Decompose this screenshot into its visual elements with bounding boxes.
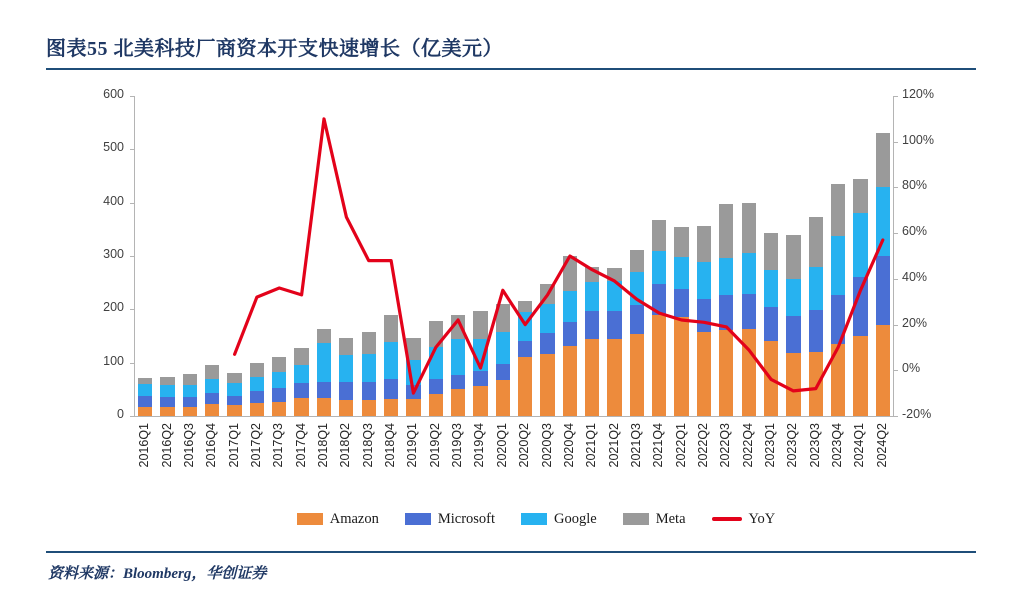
y2-axis-tick-label: -20%	[902, 407, 932, 421]
x-axis-tick-label: 2020Q4	[561, 423, 576, 468]
y2-axis-tick-label: 120%	[902, 87, 934, 101]
x-axis-tick-label: 2019Q4	[472, 423, 487, 468]
x-axis-tick-label: 2019Q3	[450, 423, 465, 468]
x-axis-tick-label: 2022Q1	[673, 423, 688, 468]
x-axis-tick-label: 2023Q4	[830, 423, 845, 468]
y-axis-tick-label: 200	[103, 300, 124, 315]
y2-axis-tick-mark	[894, 142, 898, 143]
y2-axis-tick-mark	[894, 370, 898, 371]
x-axis-tick-label: 2019Q2	[427, 423, 442, 468]
y-axis-tick-label: 600	[103, 87, 124, 101]
y-axis-tick-label: 500	[103, 140, 124, 155]
x-axis-tick-label: 2020Q3	[539, 423, 554, 468]
x-axis-tick-label: 2022Q3	[718, 423, 733, 468]
x-axis-tick-label: 2020Q2	[517, 423, 532, 468]
y-axis-tick-label: 100	[103, 353, 124, 368]
y2-axis-tick-mark	[894, 187, 898, 188]
y2-axis-tick-label: 40%	[902, 269, 928, 284]
x-axis-tick-label: 2019Q1	[405, 423, 420, 468]
y2-axis-tick-mark	[894, 233, 898, 234]
x-axis-tick-label: 2016Q3	[181, 423, 196, 468]
source-note: 资料来源：Bloomberg，华创证券	[48, 566, 267, 582]
x-axis-tick-label: 2022Q4	[740, 423, 755, 468]
legend-item[interactable]	[623, 511, 686, 528]
x-axis-tick-label: 2018Q4	[383, 423, 398, 468]
x-axis-tick-label: 2016Q4	[204, 423, 219, 468]
x-axis	[134, 416, 894, 417]
legend-color-swatch	[521, 513, 547, 525]
x-axis-tick-label: 2024Q1	[852, 423, 867, 468]
y2-axis-tick-label: 80%	[902, 178, 928, 193]
legend-label: Meta	[655, 510, 686, 527]
chart-container	[46, 82, 976, 542]
x-axis-tick-label: 2017Q1	[226, 423, 241, 468]
y-axis-tick-mark	[130, 416, 134, 417]
legend-color-swatch	[297, 513, 323, 525]
x-axis-tick-label: 2021Q1	[584, 423, 599, 468]
title-divider	[46, 68, 976, 70]
y2-axis-tick-mark	[894, 279, 898, 280]
legend-item[interactable]	[297, 511, 379, 528]
chart-legend	[236, 506, 836, 532]
y2-axis-tick-label: 100%	[902, 132, 934, 147]
x-axis-tick-label: 2024Q2	[874, 423, 889, 468]
y-axis-tick-label: 300	[103, 247, 124, 261]
plot-area	[103, 87, 934, 468]
legend-color-swatch	[623, 513, 649, 525]
x-axis-tick-label: 2021Q3	[628, 423, 643, 468]
legend-item[interactable]	[712, 511, 776, 528]
x-axis-tick-label: 2016Q2	[159, 423, 174, 468]
x-axis-tick-label: 2021Q4	[651, 423, 666, 468]
x-axis-tick-label: 2022Q2	[696, 423, 710, 468]
x-axis-tick-label: 2016Q1	[137, 423, 152, 468]
legend-item[interactable]	[521, 511, 597, 528]
x-axis-tick-label: 2021Q2	[606, 423, 621, 468]
x-axis-tick-label: 2017Q4	[293, 423, 308, 468]
x-axis-tick-label: 2018Q3	[360, 423, 375, 468]
x-axis-tick-label: 2018Q1	[316, 423, 330, 468]
title-block	[46, 32, 976, 76]
x-axis-tick-label: 2017Q3	[271, 423, 286, 468]
y2-axis-tick-mark	[894, 416, 898, 417]
legend-line-marker	[712, 517, 742, 521]
legend-label: YoY	[748, 510, 776, 527]
y2-axis-tick-label: 60%	[902, 224, 928, 239]
legend-label: Microsoft	[437, 510, 496, 527]
y2-axis-tick-label: 20%	[902, 315, 928, 330]
legend-item[interactable]	[405, 511, 495, 528]
x-axis-tick-label: 2023Q1	[763, 423, 778, 468]
x-axis-tick-label: 2020Q1	[494, 423, 509, 468]
y-axis-tick-label: 0	[117, 407, 124, 421]
y-axis-tick-label: 400	[103, 193, 124, 208]
x-axis-tick-label: 2023Q2	[785, 423, 800, 468]
page-title: 图表55 北美科技厂商资本开支快速增长（亿美元）	[46, 38, 503, 60]
footer-divider	[46, 551, 976, 553]
y2-axis-tick-mark	[894, 96, 898, 97]
legend-label: Amazon	[329, 510, 379, 527]
x-axis-tick-label: 2017Q2	[248, 423, 263, 468]
y2-axis-tick-mark	[894, 325, 898, 326]
y2-axis-tick-label: 0%	[902, 361, 921, 376]
x-axis-tick-label: 2023Q3	[807, 423, 822, 468]
legend-label: Google	[554, 510, 597, 527]
yoy-line-series	[134, 96, 894, 416]
legend-color-swatch	[405, 513, 431, 525]
x-axis-tick-label: 2018Q2	[338, 423, 353, 468]
